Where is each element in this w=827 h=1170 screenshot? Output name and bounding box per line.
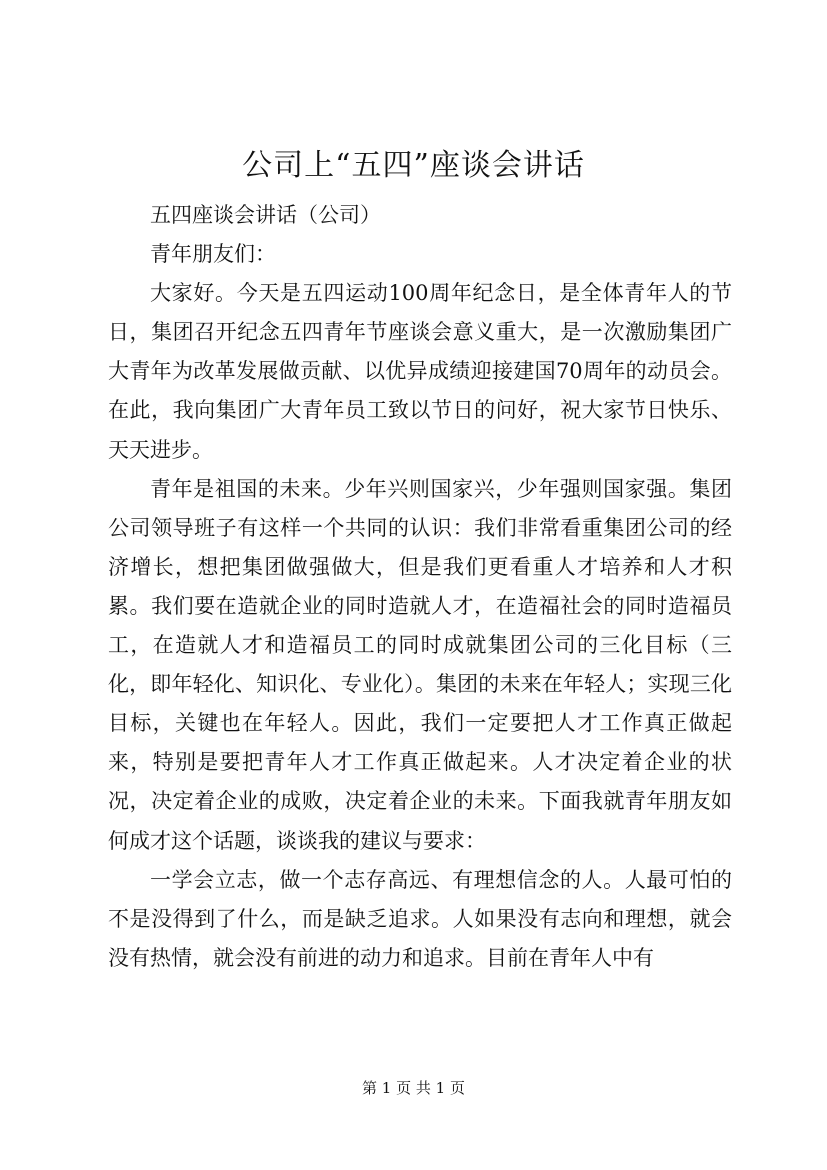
paragraph-set-goals: 一学会立志，做一个志存高远、有理想信念的人。人最可怕的不是没得到了什么，而是缺乏追求。人如果没有志向和理想，就会没有热情，就会没有前进的动力和追求。目前在青年人中有 bbox=[108, 867, 732, 970]
paragraph-salutation: 青年朋友们： bbox=[150, 242, 276, 267]
document-body bbox=[108, 196, 732, 978]
paragraph-greeting: 大家好。今天是五四运动100周年纪念日，是全体青年人的节日，集团召开纪念五四青年节座谈会意义重大，是一次激励集团广大青年为改革发展做贡献、以优异成绩迎接建国70周年的动员会。在此，我向集团广大青年员工致以节日的问好，祝大家节日快乐、天天进步。 bbox=[108, 281, 732, 462]
paragraph-subtitle: 五四座谈会讲话（公司） bbox=[150, 203, 381, 227]
page-footer: 第 1 页 共 1 页 bbox=[362, 1079, 465, 1097]
document-title: 公司上“五四”座谈会讲话 bbox=[242, 148, 585, 183]
paragraph-youth-future: 青年是祖国的未来。少年兴则国家兴，少年强则国家强。集团公司领导班子有这样一个共同的认识：我们非常看重集团公司的经济增长，想把集团做强做大，但是我们更看重人才培养和人才积累。我们要在造就企业的同时造就人才，在造福社会的同时造福员工，在造就人才和造福员工的同时成就集团公司的三化目标（三化，即年轻化、知识化、专业化）。集团的未来在年轻人；实现三化目标，关键也在年轻人。因此，我们一定要把人才工作真正做起来，特别是要把青年人才工作真正做起来。人才决定着企业的状况，决定着企业的成败，决定着企业的未来。下面我就青年朋友如何成才这个话题，谈谈我的建议与要求： bbox=[108, 476, 732, 853]
